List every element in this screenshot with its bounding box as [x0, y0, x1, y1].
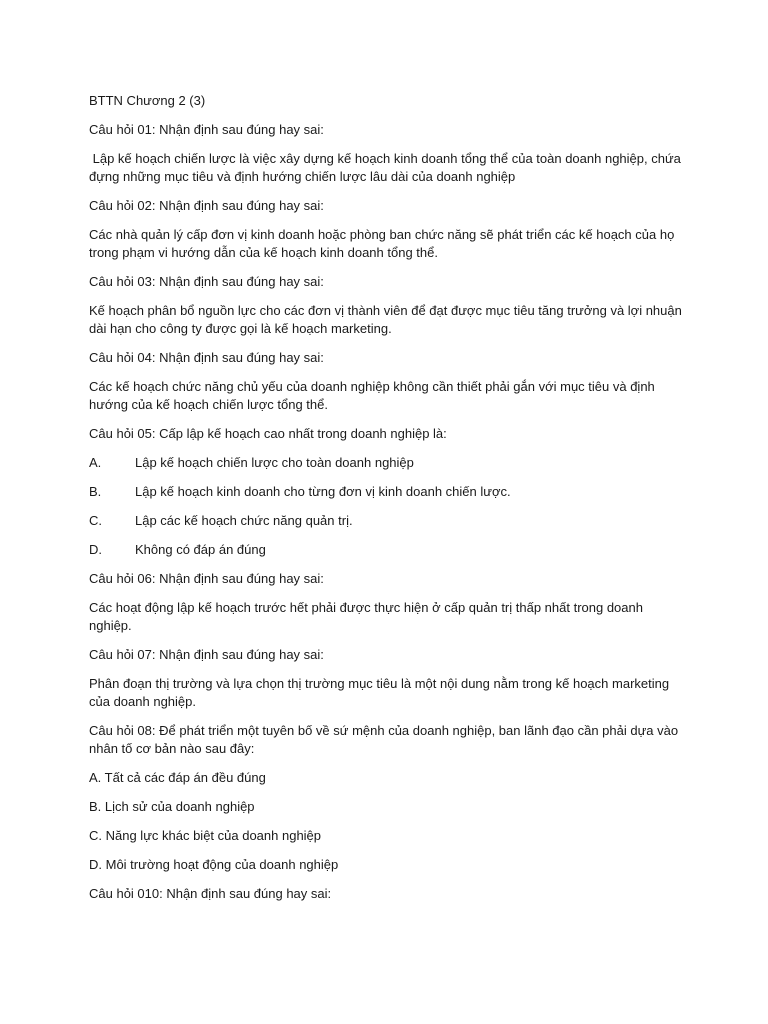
option-letter: C.	[89, 513, 102, 528]
question-010-prompt: Câu hỏi 010: Nhận định sau đúng hay sai:	[89, 886, 332, 901]
question-05-option-a	[89, 454, 689, 472]
option-letter: D.	[89, 542, 102, 557]
question-07-statement: Phân đoạn thị trường và lựa chọn thị trường mục tiêu là một nội dung nằm trong kế hoạch marketing của doanh nghiệp.	[89, 676, 670, 709]
question-07-prompt: Câu hỏi 07: Nhận định sau đúng hay sai:	[89, 647, 324, 662]
question-06-statement: Các hoạt động lập kế hoạch trước hết phải được thực hiện ở cấp quản trị thấp nhất trong doanh nghiệp.	[89, 600, 643, 633]
document-body	[89, 92, 689, 914]
option-letter: B.	[89, 484, 102, 499]
option-text: Lập các kế hoạch chức năng quản trị.	[135, 513, 353, 528]
question-01-statement: Lập kế hoạch chiến lược là việc xây dựng kế hoạch kinh doanh tổng thể của toàn doanh nghiệp, chứa đựng những mục tiêu và định hướng chiến lược lâu dài của doanh nghiệp	[89, 151, 685, 184]
question-05-option-c	[89, 512, 689, 530]
document-title: BTTN Chương 2 (3)	[89, 93, 206, 108]
question-08-option-c: C. Năng lực khác biệt của doanh nghiệp	[89, 828, 322, 843]
option-text: Không có đáp án đúng	[135, 542, 266, 557]
question-08-option-b: B. Lịch sử của doanh nghiệp	[89, 799, 255, 814]
question-08-option-a: A. Tất cả các đáp án đều đúng	[89, 770, 266, 785]
question-05-option-d	[89, 541, 689, 559]
question-04-prompt: Câu hỏi 04: Nhận định sau đúng hay sai:	[89, 350, 324, 365]
question-05-option-b	[89, 483, 689, 501]
option-letter: A.	[89, 455, 102, 470]
question-02-prompt: Câu hỏi 02: Nhận định sau đúng hay sai:	[89, 198, 324, 213]
question-06-prompt: Câu hỏi 06: Nhận định sau đúng hay sai:	[89, 571, 324, 586]
question-08-prompt: Câu hỏi 08: Để phát triển một tuyên bố về sứ mệnh của doanh nghiệp, ban lãnh đạo cần phải dựa vào nhân tố cơ bản nào sau đây:	[89, 723, 679, 756]
question-02-statement: Các nhà quản lý cấp đơn vị kinh doanh hoặc phòng ban chức năng sẽ phát triển các kế hoạch của họ trong phạm vi hướng dẫn của kế hoạch kinh doanh tổng thể.	[89, 227, 675, 260]
option-text: Lập kế hoạch kinh doanh cho từng đơn vị kinh doanh chiến lược.	[135, 484, 511, 499]
question-04-statement: Các kế hoạch chức năng chủ yếu của doanh nghiệp không cần thiết phải gắn với mục tiêu và định hướng của kế hoạch chiến lược tổng thể.	[89, 379, 655, 412]
question-01-prompt: Câu hỏi 01: Nhận định sau đúng hay sai:	[89, 122, 324, 137]
question-03-prompt: Câu hỏi 03: Nhận định sau đúng hay sai:	[89, 274, 324, 289]
question-05-prompt: Câu hỏi 05: Cấp lập kế hoạch cao nhất trong doanh nghiệp là:	[89, 426, 447, 441]
question-08-option-d: D. Môi trường hoạt động của doanh nghiệp	[89, 857, 339, 872]
option-text: Lập kế hoạch chiến lược cho toàn doanh nghiệp	[135, 455, 414, 470]
question-03-statement: Kế hoạch phân bổ nguồn lực cho các đơn vị thành viên để đạt được mục tiêu tăng trưởng và lợi nhuận dài hạn cho công ty được gọi là kế hoạch marketing.	[89, 303, 682, 336]
